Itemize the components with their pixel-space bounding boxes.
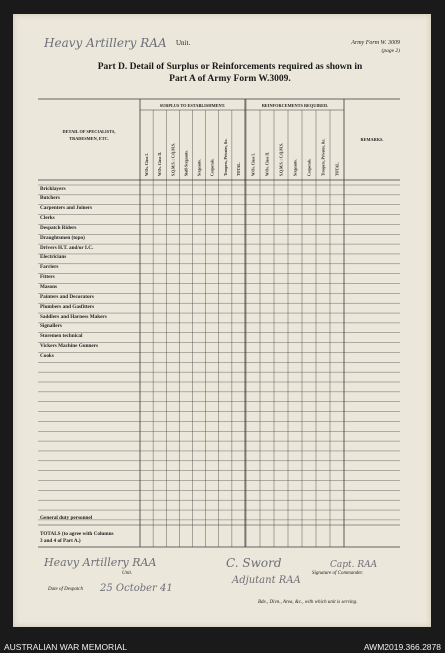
row-label: Electricians bbox=[40, 254, 67, 261]
totals-label-2: 3 and 4 of Part A.) bbox=[40, 538, 81, 544]
surplus-column-header: W.Os. Class I. bbox=[145, 153, 150, 176]
reinforcement-column-header: S.Q.M.S. : C.Q.M.S. bbox=[279, 143, 284, 176]
surplus-column-header: Troopers, Privates, &c. bbox=[223, 138, 228, 176]
bde-label: Bde., Divn., Area, &c., with which unit is serving. bbox=[258, 600, 358, 605]
row-label: Painters and Decorators bbox=[40, 293, 94, 300]
commander-title: Adjutant RAA bbox=[232, 575, 301, 586]
row-label: Bricklayers bbox=[40, 185, 66, 192]
row-label: Carpenters and Joiners bbox=[40, 205, 93, 212]
title-line-1: Part D. Detail of Surplus or Reinforcements required as shown in bbox=[97, 62, 363, 72]
despatch-label: Date of Despatch bbox=[48, 587, 83, 592]
page-number: (page 2) bbox=[381, 48, 400, 54]
row-label: Vickers Machine Gunners bbox=[40, 343, 99, 350]
caption-institution: AUSTRALIAN WAR MEMORIAL bbox=[4, 642, 127, 652]
grid-header-text bbox=[63, 103, 384, 176]
row-label: Drivers H.T. and/or I.C. bbox=[40, 244, 94, 251]
reinforcement-column-header: W.Os. Class I. bbox=[251, 153, 256, 176]
surplus-column-header: Staff-Sergeants. bbox=[184, 150, 189, 176]
row-label: Fitters bbox=[40, 274, 55, 281]
unit-label: Unit. bbox=[176, 39, 191, 47]
reinforcement-column-header: Troopers, Privates, &c. bbox=[321, 138, 326, 176]
footer-unit-label: Unit. bbox=[122, 571, 133, 576]
surplus-group-header: SURPLUS TO ESTABLISHMENT. bbox=[159, 103, 226, 108]
surplus-column-header: TOTAL. bbox=[236, 162, 241, 176]
surplus-column-header: Corporals. bbox=[210, 158, 215, 176]
reinforcement-column-header: TOTAL. bbox=[335, 162, 340, 176]
row-label: Cooks bbox=[40, 352, 54, 359]
form-id: Army Form W. 3009 bbox=[351, 40, 400, 46]
surplus-column-header: W.Os. Class II. bbox=[158, 151, 163, 176]
despatch-date-handwritten: 25 October 41 bbox=[100, 583, 173, 594]
detail-header-line-2: TRADESMEN, ETC. bbox=[69, 136, 109, 141]
unit-handwritten: Heavy Artillery RAA bbox=[44, 36, 167, 50]
row-label: Storemen technical bbox=[40, 333, 83, 340]
commander-label: Signature of Commander. bbox=[312, 571, 364, 576]
grid-lines bbox=[38, 99, 400, 547]
reinforcement-group-header: REINFORCEMENTS REQUIRED. bbox=[261, 103, 329, 108]
caption-accession: AWM2019.366.2878 bbox=[363, 642, 441, 652]
totals-label-1: TOTALS (to agree with Columns bbox=[40, 531, 114, 537]
row-label: Clerks bbox=[40, 215, 55, 222]
row-label: Saddlers and Harness Makers bbox=[40, 313, 107, 320]
surplus-column-header: Sergeants. bbox=[197, 159, 202, 176]
row-label: Masons bbox=[40, 284, 58, 290]
surplus-column-header: S.Q.M.S. : C.Q.M.S. bbox=[171, 143, 176, 176]
general-duty-label: General duty personnel bbox=[40, 515, 93, 521]
detail-header-line-1: DETAIL OF SPECIALISTS, bbox=[62, 129, 116, 134]
remarks-header: REMARKS. bbox=[360, 137, 384, 142]
row-label: Despatch Riders bbox=[40, 224, 77, 231]
row-label: Signallers bbox=[40, 323, 62, 330]
commander-rank: Capt. RAA bbox=[330, 560, 378, 570]
row-label: Plumbers and Gasfitters bbox=[40, 303, 95, 310]
row-label: Butchers bbox=[40, 195, 60, 202]
reinforcement-column-header: W.Os. Class II. bbox=[265, 151, 270, 176]
reinforcement-column-header: Corporals. bbox=[307, 158, 312, 176]
row-label: Farriers bbox=[40, 264, 59, 271]
title-line-2: Part A of Army Form W.3009. bbox=[169, 74, 291, 84]
footer-unit-handwritten: Heavy Artillery RAA bbox=[44, 556, 157, 569]
row-label: Draughtsmen (topo) bbox=[40, 234, 85, 241]
reinforcement-column-header: Sergeants. bbox=[293, 159, 298, 176]
commander-signature: C. Sword bbox=[226, 556, 282, 570]
